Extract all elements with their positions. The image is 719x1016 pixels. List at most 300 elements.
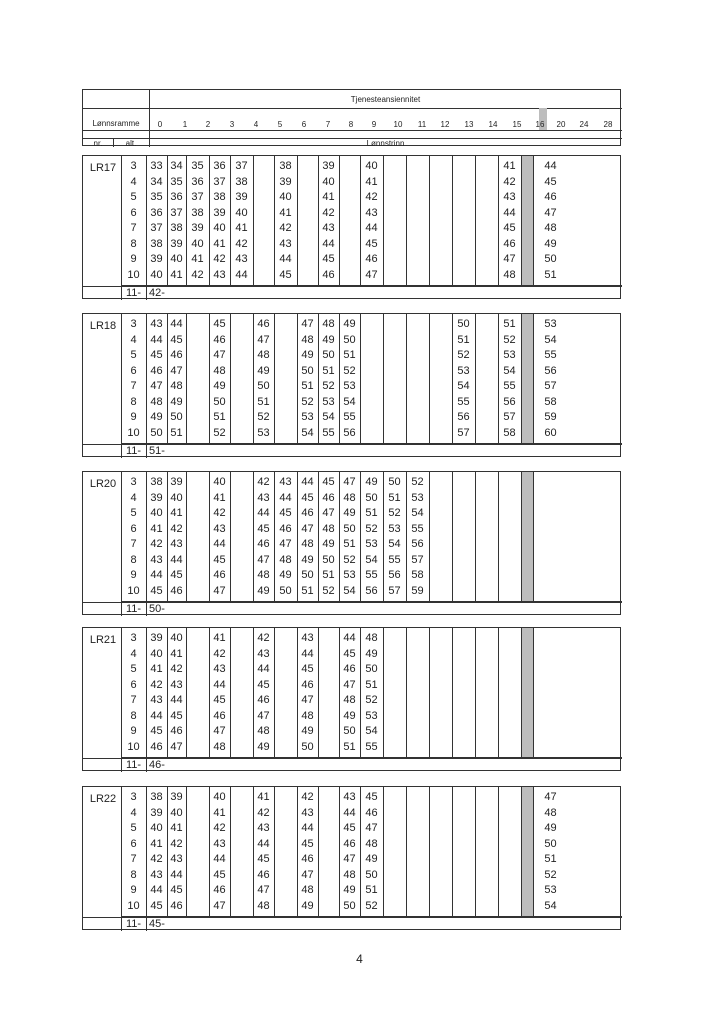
step-value: 51	[365, 507, 378, 519]
step-value: 48	[257, 899, 270, 912]
step-value: 41	[257, 791, 270, 803]
step-value: 48	[213, 364, 226, 377]
step-value: 49	[343, 709, 356, 722]
step-value: 58	[411, 569, 424, 581]
step-value: 52	[343, 364, 356, 377]
step-value: 50	[279, 584, 292, 597]
step-value: 44	[503, 206, 516, 219]
column-divider	[360, 314, 361, 444]
step-value: 46	[343, 837, 356, 850]
step-value: 57	[503, 411, 516, 423]
step-value: 40	[150, 822, 163, 834]
steps-label: Lønnstrinn	[366, 139, 405, 148]
step-value: 47	[343, 476, 356, 488]
step-value: 46	[503, 237, 516, 250]
step-value: 44	[544, 160, 557, 172]
step-value: 51	[457, 333, 470, 346]
step-value: 41	[213, 491, 226, 504]
step-value: 52	[503, 333, 516, 346]
column-divider	[429, 787, 430, 917]
step-value: 42	[150, 853, 163, 865]
step-value: 50	[365, 868, 378, 881]
header-column-24: 24	[579, 120, 589, 129]
step-value: 37	[235, 160, 248, 172]
step-value: 51	[257, 395, 270, 408]
step-value: 49	[257, 740, 270, 753]
step-value: 49	[301, 899, 314, 912]
step-value: 48	[301, 333, 314, 346]
step-value: 44	[257, 663, 270, 675]
step-value: 46	[170, 584, 183, 597]
step-value: 49	[170, 395, 183, 408]
step-value: 45	[301, 491, 314, 504]
step-value: 41	[150, 663, 163, 675]
footer-alt: 11-	[125, 918, 142, 930]
step-value: 49	[544, 237, 557, 250]
step-value: 46	[301, 507, 314, 519]
step-value: 53	[343, 380, 356, 392]
step-value: 54	[411, 507, 424, 519]
step-value: 46	[301, 853, 314, 865]
column-divider	[452, 156, 453, 286]
step-value: 41	[279, 206, 292, 219]
step-value: 40	[150, 647, 163, 660]
step-value: 42	[257, 632, 270, 644]
step-value: 39	[150, 806, 163, 819]
alt-value: 4	[130, 647, 137, 660]
column-divider	[230, 787, 231, 917]
footer-value: 45-	[149, 918, 165, 930]
footer-value: 46-	[149, 759, 165, 771]
step-value: 52	[365, 522, 378, 535]
step-value: 47	[343, 853, 356, 865]
step-value: 47	[544, 206, 557, 219]
step-value: 51	[365, 884, 378, 896]
step-value: 51	[322, 569, 335, 581]
header-column-5: 5	[277, 120, 283, 129]
step-value: 47	[213, 584, 226, 597]
step-value: 50	[322, 349, 335, 361]
step-value: 43	[301, 806, 314, 819]
step-value: 55	[411, 522, 424, 535]
step-value: 47	[301, 522, 314, 535]
step-value: 38	[150, 791, 163, 803]
salary-block-lr21	[82, 627, 621, 771]
step-value: 51	[343, 349, 356, 361]
step-value: 48	[343, 491, 356, 504]
footer-alt: 11-	[125, 287, 142, 299]
step-value: 43	[150, 694, 163, 706]
step-value: 53	[301, 411, 314, 423]
header-column-12: 12	[440, 120, 450, 129]
alt-value: 5	[130, 507, 137, 519]
footer-inner-line	[121, 443, 622, 444]
step-value: 44	[343, 632, 356, 644]
step-value: 45	[503, 222, 516, 234]
step-value: 50	[213, 395, 226, 408]
step-value: 49	[279, 569, 292, 581]
step-value: 44	[257, 837, 270, 850]
header-column-3: 3	[229, 120, 235, 129]
step-value: 53	[544, 884, 557, 896]
header-column-10: 10	[393, 120, 403, 129]
step-value: 49	[257, 364, 270, 377]
salary-block-lr20	[82, 471, 621, 615]
step-value: 38	[150, 237, 163, 250]
step-value: 43	[257, 491, 270, 504]
step-value: 35	[191, 160, 204, 172]
footer-inner-line	[121, 757, 622, 758]
footer-value: 42-	[149, 287, 165, 299]
step-value: 52	[322, 380, 335, 392]
step-value: 45	[279, 268, 292, 281]
alt-value: 6	[130, 837, 137, 850]
step-value: 47	[257, 884, 270, 896]
header-column-16: 16	[535, 120, 545, 129]
alt-value: 4	[130, 333, 137, 346]
step-value: 45	[257, 522, 270, 535]
alt-value: 8	[130, 395, 137, 408]
step-value: 36	[170, 191, 183, 203]
step-value: 41	[235, 222, 248, 234]
step-value: 47	[279, 538, 292, 550]
step-value: 43	[170, 538, 183, 550]
step-value: 51	[301, 380, 314, 392]
step-value: 48	[279, 553, 292, 566]
shaded-column	[522, 314, 533, 444]
header-column-15: 15	[512, 120, 522, 129]
footer-inner-line	[121, 285, 622, 286]
alt-value: 10	[127, 426, 140, 439]
step-value: 45	[150, 899, 163, 912]
header-column-1: 1	[182, 120, 188, 129]
step-value: 57	[457, 426, 470, 439]
step-value: 55	[322, 426, 335, 439]
step-value: 45	[150, 584, 163, 597]
alt-label: alt.	[125, 139, 137, 148]
step-value: 50	[301, 740, 314, 753]
step-value: 49	[343, 318, 356, 330]
step-value: 44	[322, 237, 335, 250]
step-value: 54	[365, 553, 378, 566]
step-value: 41	[213, 237, 226, 250]
step-value: 46	[150, 740, 163, 753]
alt-value: 3	[130, 476, 137, 488]
step-value: 50	[343, 333, 356, 346]
header-column-28: 28	[603, 120, 613, 129]
alt-value: 9	[130, 253, 137, 265]
step-value: 55	[544, 349, 557, 361]
step-value: 50	[544, 253, 557, 265]
step-value: 49	[257, 584, 270, 597]
step-value: 42	[213, 647, 226, 660]
step-value: 47	[170, 740, 183, 753]
column-divider	[274, 628, 275, 758]
column-divider	[475, 314, 476, 444]
alt-value: 8	[130, 868, 137, 881]
footer-alt: 11-	[125, 603, 142, 615]
step-value: 51	[388, 491, 401, 504]
step-value: 44	[301, 822, 314, 834]
step-value: 56	[503, 395, 516, 408]
step-value: 50	[457, 318, 470, 330]
step-value: 53	[544, 318, 557, 330]
alt-value: 8	[130, 553, 137, 566]
step-value: 35	[150, 191, 163, 203]
step-value: 38	[213, 191, 226, 203]
column-divider	[274, 314, 275, 444]
step-value: 48	[301, 538, 314, 550]
step-value: 45	[322, 476, 335, 488]
step-value: 50	[365, 663, 378, 675]
step-value: 46	[213, 709, 226, 722]
step-value: 54	[301, 426, 314, 439]
header-title: Tjenesteansiennitet	[350, 95, 421, 104]
step-value: 47	[343, 678, 356, 691]
alt-value: 4	[130, 806, 137, 819]
step-value: 40	[213, 476, 226, 488]
step-value: 43	[150, 318, 163, 330]
step-value: 51	[544, 268, 557, 281]
step-value: 40	[150, 268, 163, 281]
step-value: 38	[235, 175, 248, 188]
step-value: 50	[343, 725, 356, 737]
step-value: 38	[191, 206, 204, 219]
step-value: 39	[235, 191, 248, 203]
step-value: 42	[301, 791, 314, 803]
alt-value: 6	[130, 206, 137, 219]
step-value: 45	[301, 663, 314, 675]
step-value: 57	[544, 380, 557, 392]
step-value: 47	[503, 253, 516, 265]
step-value: 44	[279, 253, 292, 265]
nr-alt-divider	[113, 138, 114, 147]
step-value: 39	[170, 237, 183, 250]
step-value: 43	[213, 837, 226, 850]
step-value: 47	[150, 380, 163, 392]
block-name: LR18	[89, 320, 117, 332]
step-value: 40	[170, 632, 183, 644]
step-value: 40	[170, 253, 183, 265]
column-divider	[429, 472, 430, 602]
step-value: 53	[388, 522, 401, 535]
step-value: 54	[457, 380, 470, 392]
step-value: 46	[544, 191, 557, 203]
step-value: 36	[150, 206, 163, 219]
alt-value: 3	[130, 318, 137, 330]
step-value: 43	[279, 476, 292, 488]
step-value: 56	[343, 426, 356, 439]
column-divider	[533, 472, 534, 602]
step-value: 47	[170, 364, 183, 377]
alt-value: 6	[130, 522, 137, 535]
step-value: 45	[343, 822, 356, 834]
step-value: 50	[365, 491, 378, 504]
step-value: 53	[365, 538, 378, 550]
step-value: 46	[170, 725, 183, 737]
step-value: 46	[322, 268, 335, 281]
column-divider	[498, 628, 499, 758]
step-value: 44	[170, 553, 183, 566]
step-value: 54	[365, 725, 378, 737]
step-value: 36	[213, 160, 226, 172]
alt-value: 6	[130, 364, 137, 377]
step-value: 45	[213, 694, 226, 706]
step-value: 39	[150, 491, 163, 504]
header-column-9: 9	[371, 120, 377, 129]
step-value: 53	[343, 569, 356, 581]
step-value: 43	[213, 663, 226, 675]
alt-value: 7	[130, 380, 137, 392]
step-value: 60	[544, 426, 557, 439]
step-value: 41	[170, 507, 183, 519]
step-value: 42	[365, 191, 378, 203]
step-value: 33	[150, 160, 163, 172]
salary-block-lr22	[82, 786, 621, 930]
step-value: 57	[411, 553, 424, 566]
column-divider	[383, 787, 384, 917]
step-value: 46	[301, 678, 314, 691]
shaded-column	[522, 472, 533, 602]
step-value: 49	[150, 411, 163, 423]
step-value: 43	[301, 632, 314, 644]
salary-block-lr17	[82, 155, 621, 299]
step-value: 47	[544, 791, 557, 803]
alt-value: 6	[130, 678, 137, 691]
step-value: 41	[150, 522, 163, 535]
step-value: 45	[365, 237, 378, 250]
alt-value: 8	[130, 709, 137, 722]
step-value: 43	[213, 268, 226, 281]
step-value: 47	[301, 318, 314, 330]
step-value: 52	[365, 694, 378, 706]
column-divider	[406, 156, 407, 286]
table-header	[82, 89, 621, 146]
alt-value: 9	[130, 569, 137, 581]
step-value: 46	[279, 522, 292, 535]
step-value: 48	[343, 868, 356, 881]
step-value: 49	[343, 507, 356, 519]
step-value: 50	[257, 380, 270, 392]
step-value: 41	[503, 160, 516, 172]
alt-value: 10	[127, 268, 140, 281]
step-value: 44	[150, 709, 163, 722]
step-value: 34	[170, 160, 183, 172]
step-value: 42	[170, 663, 183, 675]
step-value: 46	[257, 694, 270, 706]
header-column-13: 13	[464, 120, 474, 129]
alt-value: 10	[127, 584, 140, 597]
column-divider	[339, 156, 340, 286]
column-divider	[498, 472, 499, 602]
alt-value: 10	[127, 899, 140, 912]
step-value: 46	[213, 333, 226, 346]
step-value: 47	[257, 553, 270, 566]
step-value: 41	[213, 632, 226, 644]
step-value: 40	[170, 806, 183, 819]
step-value: 43	[322, 222, 335, 234]
block-name: LR21	[89, 634, 117, 646]
block-name: LR22	[89, 793, 117, 805]
column-divider	[406, 314, 407, 444]
step-value: 41	[170, 822, 183, 834]
header-column-0: 0	[157, 120, 163, 129]
step-value: 48	[544, 222, 557, 234]
step-value: 52	[213, 426, 226, 439]
step-value: 43	[213, 522, 226, 535]
step-value: 47	[301, 868, 314, 881]
step-value: 52	[544, 868, 557, 881]
step-value: 48	[257, 569, 270, 581]
header-column-20: 20	[556, 120, 566, 129]
step-value: 49	[544, 822, 557, 834]
step-value: 37	[170, 206, 183, 219]
step-value: 40	[279, 191, 292, 203]
step-value: 44	[150, 569, 163, 581]
step-value: 48	[322, 318, 335, 330]
step-value: 50	[150, 426, 163, 439]
step-value: 56	[388, 569, 401, 581]
step-value: 46	[257, 868, 270, 881]
column-divider	[318, 628, 319, 758]
column-divider	[475, 472, 476, 602]
step-value: 40	[191, 237, 204, 250]
step-value: 51	[365, 678, 378, 691]
column-divider	[186, 314, 187, 444]
step-value: 41	[365, 175, 378, 188]
step-value: 48	[301, 884, 314, 896]
row-label: Lønnsramme	[92, 119, 140, 128]
step-value: 51	[170, 426, 183, 439]
shaded-column	[522, 628, 533, 758]
step-value: 42	[150, 678, 163, 691]
header-column-4: 4	[253, 120, 259, 129]
column-divider	[452, 628, 453, 758]
step-value: 48	[150, 395, 163, 408]
step-value: 48	[170, 380, 183, 392]
step-value: 53	[411, 491, 424, 504]
step-value: 50	[301, 569, 314, 581]
step-value: 49	[301, 553, 314, 566]
step-value: 43	[170, 853, 183, 865]
step-value: 45	[170, 884, 183, 896]
step-value: 58	[503, 426, 516, 439]
step-value: 50	[343, 899, 356, 912]
step-value: 41	[170, 268, 183, 281]
step-value: 58	[544, 395, 557, 408]
step-value: 53	[322, 395, 335, 408]
column-divider	[475, 787, 476, 917]
step-value: 49	[343, 884, 356, 896]
step-value: 44	[343, 806, 356, 819]
step-value: 40	[365, 160, 378, 172]
column-divider	[186, 628, 187, 758]
column-divider	[429, 314, 430, 444]
step-value: 51	[343, 538, 356, 550]
step-value: 47	[213, 725, 226, 737]
alt-value: 5	[130, 822, 137, 834]
header-column-2: 2	[205, 120, 211, 129]
step-value: 46	[213, 884, 226, 896]
column-divider	[452, 787, 453, 917]
step-value: 43	[365, 206, 378, 219]
footer-alt: 11-	[125, 759, 142, 771]
step-value: 48	[544, 806, 557, 819]
step-value: 42	[235, 237, 248, 250]
step-value: 49	[301, 349, 314, 361]
step-value: 48	[365, 837, 378, 850]
step-value: 49	[301, 725, 314, 737]
